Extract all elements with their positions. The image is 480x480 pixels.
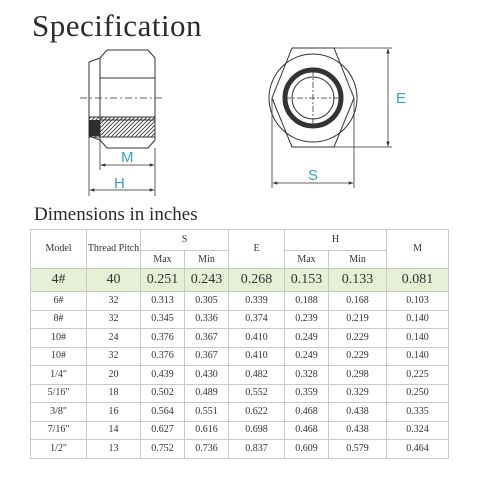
cell-h-min: 0.168 xyxy=(329,292,387,311)
cell-h-max: 0.468 xyxy=(285,421,329,440)
cell-h-min: 0.438 xyxy=(329,421,387,440)
cell-h-max: 0.609 xyxy=(285,440,329,459)
cell-e: 0.482 xyxy=(229,366,285,385)
nylon-insert-section xyxy=(89,120,100,136)
cell-thread-pitch: 32 xyxy=(87,310,141,329)
cell-thread-pitch: 13 xyxy=(87,440,141,459)
cell-h-max: 0.153 xyxy=(285,269,329,292)
cell-thread-pitch: 16 xyxy=(87,403,141,422)
header-h-min: Min xyxy=(329,251,387,269)
cell-s-max: 0.313 xyxy=(141,292,185,311)
cell-model: 1/2" xyxy=(31,440,87,459)
table-row xyxy=(31,310,449,329)
table-body xyxy=(31,269,449,459)
cell-thread-pitch: 40 xyxy=(87,269,141,292)
cell-s-min: 0.243 xyxy=(185,269,229,292)
header-row xyxy=(31,230,449,251)
cell-h-min: 0.229 xyxy=(329,347,387,366)
cell-h-min: 0.298 xyxy=(329,366,387,385)
table-row xyxy=(31,384,449,403)
cell-s-max: 0.752 xyxy=(141,440,185,459)
cell-m: 0.250 xyxy=(387,384,449,403)
cell-s-max: 0.627 xyxy=(141,421,185,440)
cell-e: 0.339 xyxy=(229,292,285,311)
cell-m: 0.140 xyxy=(387,347,449,366)
header-h-max: Max xyxy=(285,251,329,269)
cell-e: 0.374 xyxy=(229,310,285,329)
table-row xyxy=(31,366,449,385)
cell-m: 0.140 xyxy=(387,310,449,329)
cell-model: 7/16" xyxy=(31,421,87,440)
header-thread-pitch: Thread Pitch xyxy=(87,230,141,269)
header-m: M xyxy=(387,230,449,269)
cell-s-min: 0.305 xyxy=(185,292,229,311)
dimensions-heading: Dimensions in inches xyxy=(34,204,198,225)
cell-m: 0.140 xyxy=(387,329,449,348)
cell-e: 0.622 xyxy=(229,403,285,422)
cell-model: 6# xyxy=(31,292,87,311)
cell-s-max: 0.439 xyxy=(141,366,185,385)
cell-model: 1/4" xyxy=(31,366,87,385)
cell-m: 0.324 xyxy=(387,421,449,440)
cell-h-max: 0.328 xyxy=(285,366,329,385)
cell-h-min: 0.579 xyxy=(329,440,387,459)
cell-thread-pitch: 32 xyxy=(87,347,141,366)
header-e: E xyxy=(229,230,285,269)
cell-h-max: 0.468 xyxy=(285,403,329,422)
cell-h-min: 0.229 xyxy=(329,329,387,348)
header-s: S xyxy=(141,230,229,251)
table-row xyxy=(31,292,449,311)
cell-h-max: 0.188 xyxy=(285,292,329,311)
header-model: Model xyxy=(31,230,87,269)
cell-h-min: 0.329 xyxy=(329,384,387,403)
cell-model: 10# xyxy=(31,329,87,348)
cell-m: 0.225 xyxy=(387,366,449,385)
cell-s-min: 0.336 xyxy=(185,310,229,329)
cell-s-max: 0.345 xyxy=(141,310,185,329)
cell-thread-pitch: 24 xyxy=(87,329,141,348)
cell-e: 0.410 xyxy=(229,329,285,348)
cell-s-max: 0.376 xyxy=(141,347,185,366)
table-row xyxy=(31,421,449,440)
cell-e: 0.698 xyxy=(229,421,285,440)
cell-h-max: 0.249 xyxy=(285,347,329,366)
table-row xyxy=(31,440,449,459)
h-dimension-label: H xyxy=(114,175,125,192)
cell-s-max: 0.376 xyxy=(141,329,185,348)
cell-s-min: 0.551 xyxy=(185,403,229,422)
cell-s-max: 0.502 xyxy=(141,384,185,403)
cell-model: 8# xyxy=(31,310,87,329)
cell-s-min: 0.430 xyxy=(185,366,229,385)
m-dimension-label: M xyxy=(121,149,134,166)
cell-e: 0.410 xyxy=(229,347,285,366)
table-row xyxy=(31,269,449,292)
table-row xyxy=(31,329,449,348)
cell-h-min: 0.133 xyxy=(329,269,387,292)
cell-m: 0.081 xyxy=(387,269,449,292)
cell-m: 0.464 xyxy=(387,440,449,459)
cell-h-max: 0.239 xyxy=(285,310,329,329)
cell-model: 5/16" xyxy=(31,384,87,403)
cell-m: 0.103 xyxy=(387,292,449,311)
cell-h-max: 0.249 xyxy=(285,329,329,348)
header-s-min: Min xyxy=(185,251,229,269)
header-s-max: Max xyxy=(141,251,185,269)
dimensions-table xyxy=(30,229,449,459)
cell-s-min: 0.489 xyxy=(185,384,229,403)
cell-h-min: 0.438 xyxy=(329,403,387,422)
table-row xyxy=(31,403,449,422)
table-row xyxy=(31,347,449,366)
cell-h-min: 0.219 xyxy=(329,310,387,329)
cell-m: 0.335 xyxy=(387,403,449,422)
cell-s-min: 0.736 xyxy=(185,440,229,459)
cell-model: 10# xyxy=(31,347,87,366)
cell-s-min: 0.367 xyxy=(185,329,229,348)
cell-h-max: 0.359 xyxy=(285,384,329,403)
cell-model: 3/8" xyxy=(31,403,87,422)
cell-thread-pitch: 14 xyxy=(87,421,141,440)
cell-thread-pitch: 32 xyxy=(87,292,141,311)
cell-s-max: 0.251 xyxy=(141,269,185,292)
header-h: H xyxy=(285,230,387,251)
cell-thread-pitch: 18 xyxy=(87,384,141,403)
e-dimension-label: E xyxy=(396,90,407,107)
s-dimension-label: S xyxy=(308,167,319,184)
top-view xyxy=(269,48,392,188)
cell-s-min: 0.616 xyxy=(185,421,229,440)
cell-e: 0.268 xyxy=(229,269,285,292)
page-title: Specification xyxy=(32,8,203,43)
nut-drawings xyxy=(0,0,480,210)
cell-e: 0.552 xyxy=(229,384,285,403)
cell-s-max: 0.564 xyxy=(141,403,185,422)
cell-model: 4# xyxy=(31,269,87,292)
cell-thread-pitch: 20 xyxy=(87,366,141,385)
cell-s-min: 0.367 xyxy=(185,347,229,366)
cell-e: 0.837 xyxy=(229,440,285,459)
